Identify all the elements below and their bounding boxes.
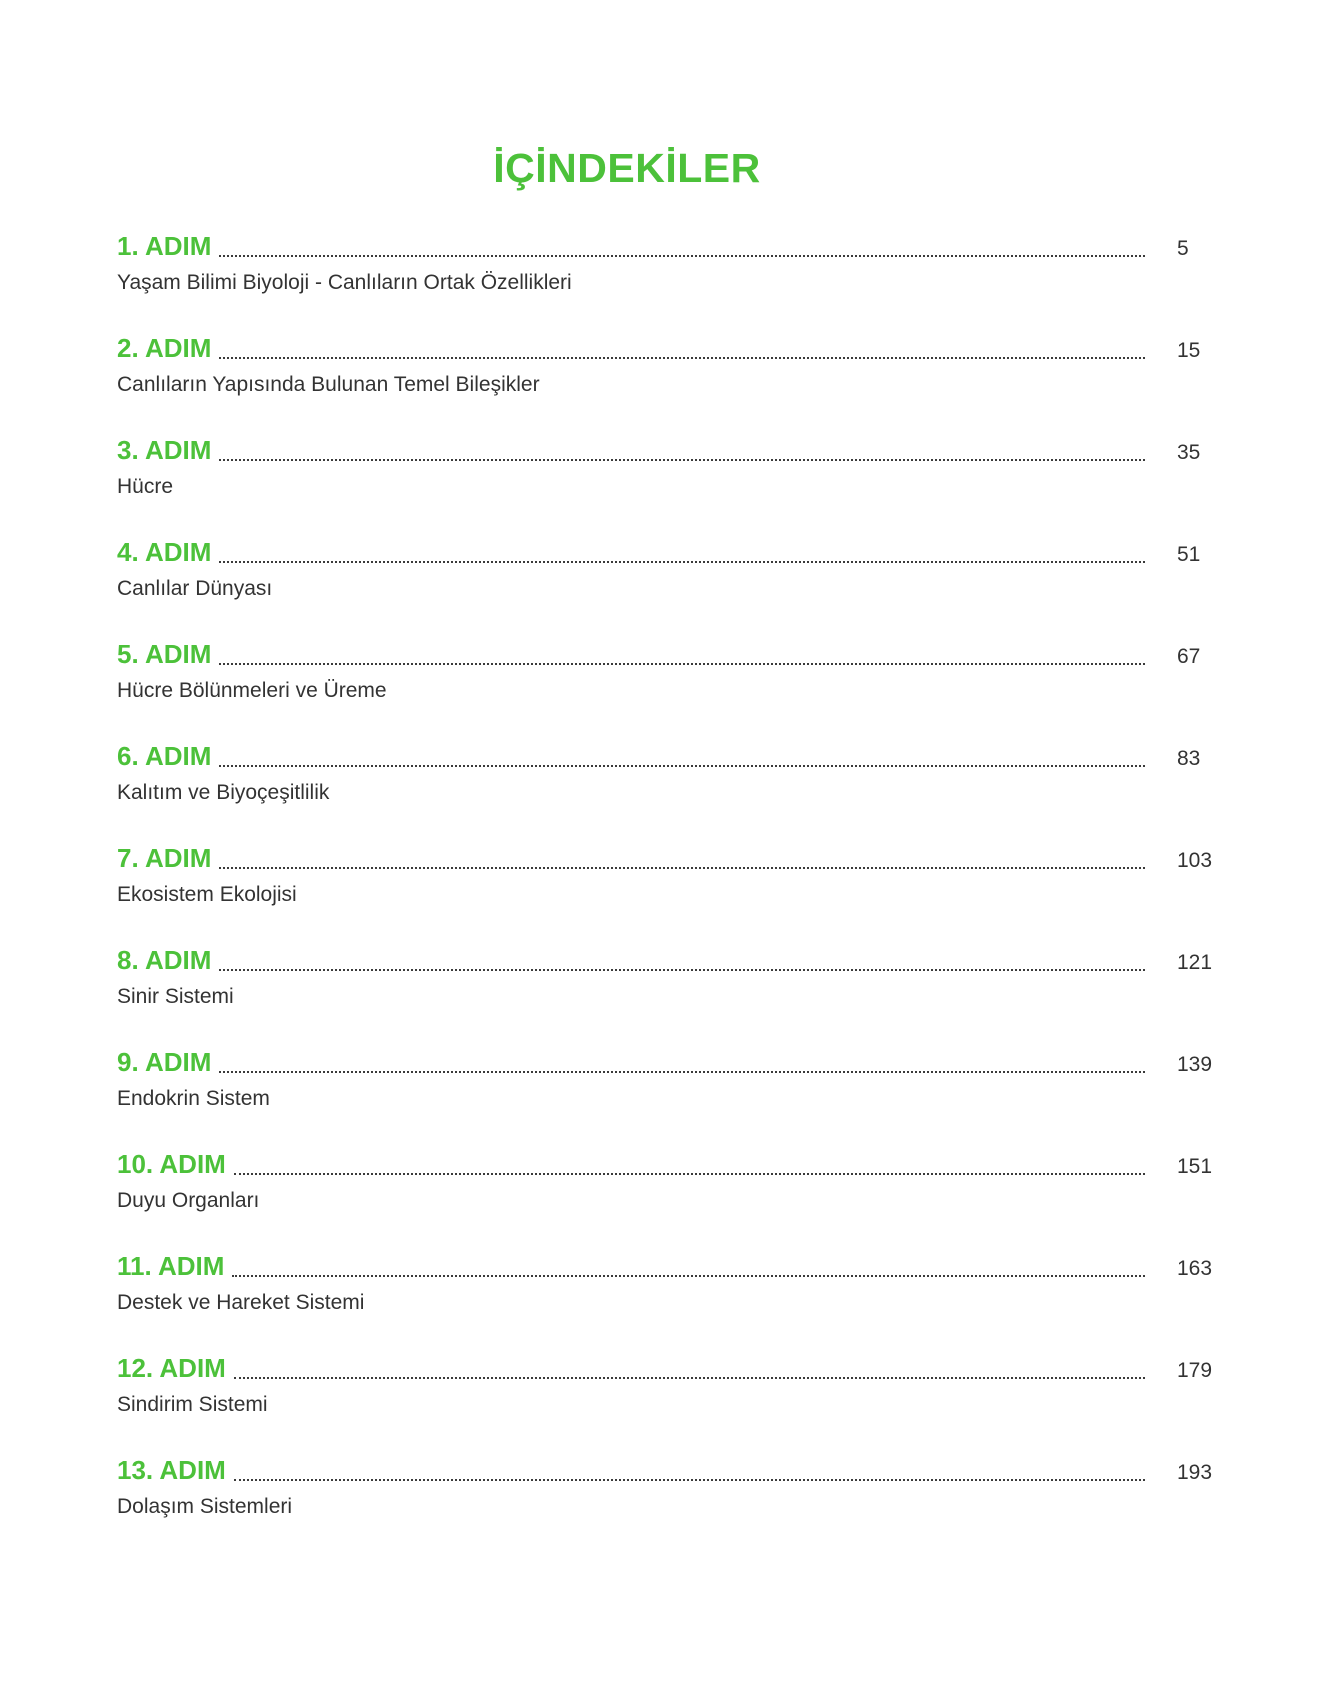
step-label: 13. ADIM xyxy=(117,1455,226,1485)
toc-entry[interactable] xyxy=(117,329,1217,431)
step-label: 2. ADIM xyxy=(117,333,212,363)
dot-leader xyxy=(219,329,1145,361)
page-number: 15 xyxy=(1177,339,1201,362)
step-label: 8. ADIM xyxy=(117,945,212,975)
dot-leader xyxy=(234,1145,1145,1177)
toc-entry-header xyxy=(117,737,1217,769)
chapter-title: Ekosistem Ekolojisi xyxy=(117,883,297,906)
dot-leader xyxy=(219,941,1145,973)
dot-leader xyxy=(219,839,1145,871)
toc-entry[interactable] xyxy=(117,533,1217,635)
chapter-title: Duyu Organları xyxy=(117,1189,260,1212)
dot-leader xyxy=(234,1349,1145,1381)
chapter-title: Canlılar Dünyası xyxy=(117,577,273,600)
chapter-title: Kalıtım ve Biyoçeşitlilik xyxy=(117,781,330,804)
page-number: 35 xyxy=(1177,441,1201,464)
chapter-title: Destek ve Hareket Sistemi xyxy=(117,1291,365,1314)
page-number: 179 xyxy=(1177,1359,1213,1382)
toc-entry[interactable] xyxy=(117,1145,1217,1247)
dot-leader xyxy=(234,1451,1145,1483)
dot-leader xyxy=(219,431,1145,463)
dot-leader xyxy=(232,1247,1145,1279)
dot-leader xyxy=(219,533,1145,565)
page-number: 139 xyxy=(1177,1053,1213,1076)
step-label: 4. ADIM xyxy=(117,537,212,567)
page-number: 163 xyxy=(1177,1257,1213,1280)
page-number: 67 xyxy=(1177,645,1201,668)
chapter-title: Hücre Bölünmeleri ve Üreme xyxy=(117,679,387,702)
toc-entry[interactable] xyxy=(117,1349,1217,1451)
chapter-title: Hücre xyxy=(117,475,174,498)
toc-entry-header xyxy=(117,533,1217,565)
page-number: 193 xyxy=(1177,1461,1213,1484)
toc-entry[interactable] xyxy=(117,1247,1217,1349)
table-of-contents xyxy=(117,227,1217,1553)
toc-entry[interactable] xyxy=(117,431,1217,533)
step-label: 9. ADIM xyxy=(117,1047,212,1077)
dot-leader xyxy=(219,1043,1145,1075)
chapter-title: Sinir Sistemi xyxy=(117,985,234,1008)
toc-entry-header xyxy=(117,941,1217,973)
toc-entry[interactable] xyxy=(117,227,1217,329)
toc-entry-header xyxy=(117,1349,1217,1381)
toc-entry[interactable] xyxy=(117,635,1217,737)
step-label: 10. ADIM xyxy=(117,1149,226,1179)
page-title: İÇİNDEKİLER xyxy=(493,145,761,191)
toc-entry[interactable] xyxy=(117,1043,1217,1145)
step-label: 3. ADIM xyxy=(117,435,212,465)
step-label: 1. ADIM xyxy=(117,231,212,261)
toc-entry-header xyxy=(117,1043,1217,1075)
chapter-title: Endokrin Sistem xyxy=(117,1087,270,1110)
chapter-title: Dolaşım Sistemleri xyxy=(117,1495,293,1518)
page-number: 83 xyxy=(1177,747,1201,770)
toc-entry[interactable] xyxy=(117,941,1217,1043)
toc-entry[interactable] xyxy=(117,737,1217,839)
dot-leader xyxy=(219,737,1145,769)
toc-entry-header xyxy=(117,431,1217,463)
chapter-title: Yaşam Bilimi Biyoloji - Canlıların Ortak Özellikleri xyxy=(117,271,572,294)
step-label: 6. ADIM xyxy=(117,741,212,771)
dot-leader xyxy=(219,635,1145,667)
page-number: 51 xyxy=(1177,543,1201,566)
toc-entry[interactable] xyxy=(117,1451,1217,1553)
page-number: 103 xyxy=(1177,849,1213,872)
step-label: 11. ADIM xyxy=(117,1251,225,1281)
step-label: 12. ADIM xyxy=(117,1353,226,1383)
toc-entry[interactable] xyxy=(117,839,1217,941)
page-number: 5 xyxy=(1177,237,1189,260)
chapter-title: Sindirim Sistemi xyxy=(117,1393,268,1416)
toc-entry-header xyxy=(117,329,1217,361)
toc-entry-header xyxy=(117,227,1217,259)
chapter-title: Canlıların Yapısında Bulunan Temel Bileşikler xyxy=(117,373,540,396)
step-label: 5. ADIM xyxy=(117,639,212,669)
toc-entry-header xyxy=(117,1247,1217,1279)
page-number: 121 xyxy=(1177,951,1213,974)
toc-entry-header xyxy=(117,1145,1217,1177)
dot-leader xyxy=(219,227,1145,259)
toc-entry-header xyxy=(117,635,1217,667)
toc-entry-header xyxy=(117,1451,1217,1483)
page-number: 151 xyxy=(1177,1155,1213,1178)
step-label: 7. ADIM xyxy=(117,843,212,873)
toc-entry-header xyxy=(117,839,1217,871)
